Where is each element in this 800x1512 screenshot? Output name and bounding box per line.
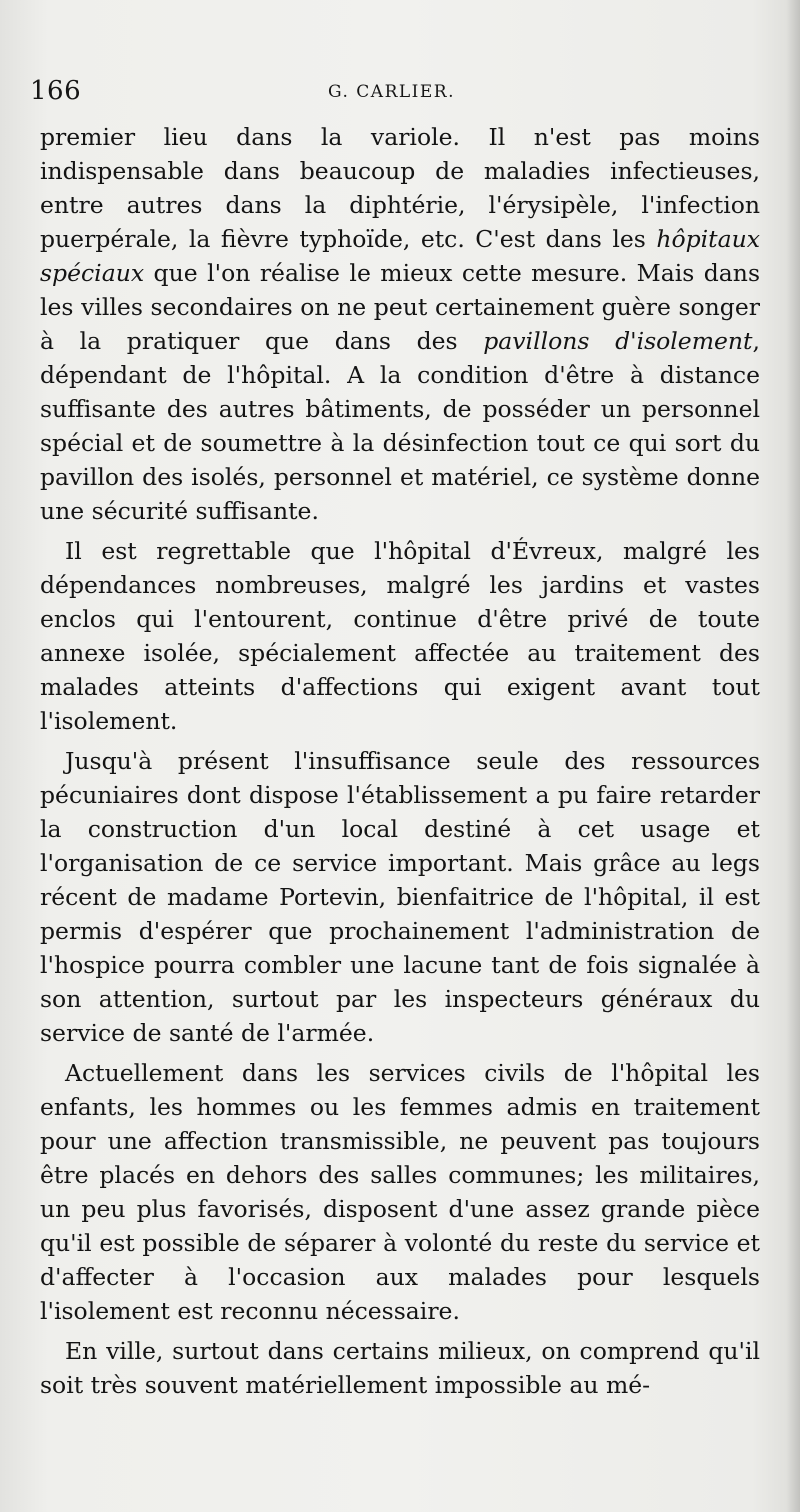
body-text xyxy=(40,120,760,1402)
page-edge-shadow xyxy=(786,0,800,1512)
text-segment: Jusqu'à présent l'insuffisance seule des ressources pécuniaires dont dispose l'établissement a pu faire retarder la construction d'un local destiné à cet usage et l'organisation de ce service important. Mais grâce au legs récent de madame Portevin, bienfaitrice de l'hôpital, il est permis d'espérer que prochainement l'administration de l'hospice pourra combler une lacune tant de fois signalée à son attention, surtout par les inspecteurs généraux du service de santé de l'armée. xyxy=(40,747,760,1047)
text-segment: que l'on réalise le mieux cette mesure. Mais dans les villes secondaires on ne peut certainement guère songer à la pratiquer que dans des xyxy=(40,259,760,355)
paragraph-2 xyxy=(40,534,760,738)
page-number: 166 xyxy=(30,76,82,106)
text-segment: , dépendant de l'hôpital. A la condition d'être à distance suffisante des autres bâtiments, de posséder un personnel spécial et de soumettre à la désinfection tout ce qui sort du pavillon des isolés, personnel et matériel, ce système donne une sécurité suffisante. xyxy=(40,327,760,525)
text-segment: Actuellement dans les services civils de l'hôpital les enfants, les hommes ou les femmes admis en traitement pour une affection transmissible, ne peuvent pas toujours être placés en dehors des salles communes; les militaires, un peu plus favorisés, disposent d'une assez grande pièce qu'il est possible de séparer à volonté du reste du service et d'affecter à l'occasion aux malades pour lesquels l'isolement est reconnu nécessaire. xyxy=(40,1059,760,1325)
italic-term-hopitaux-speciaux: hôpitaux spéciaux xyxy=(40,225,760,287)
paragraph-5 xyxy=(40,1334,760,1402)
text-segment: En ville, surtout dans certains milieux, on comprend qu'il soit très souvent matériellement impossible au mé- xyxy=(40,1337,760,1399)
text-segment: Il est regrettable que l'hôpital d'Évreux, malgré les dépendances nombreuses, malgré les jardins et vastes enclos qui l'entourent, continue d'être privé de toute annexe isolée, spécialement affectée au traitement des malades atteints d'affections qui exigent avant tout l'isolement. xyxy=(40,537,760,735)
running-title: G. CARLIER. xyxy=(328,82,455,102)
text-segment: premier lieu dans la variole. Il n'est pas moins indispensable dans beaucoup de maladies infectieuses, entre autres dans la diphtérie, l'érysipèle, l'infection puerpérale, la fièvre typhoïde, etc. C'est dans les xyxy=(40,123,760,253)
italic-term-pavillons-isolement: pavillons d'isolement xyxy=(483,327,753,355)
running-head xyxy=(30,74,770,110)
paragraph-3 xyxy=(40,744,760,1050)
paragraph-1 xyxy=(40,120,760,528)
paragraph-4 xyxy=(40,1056,760,1328)
